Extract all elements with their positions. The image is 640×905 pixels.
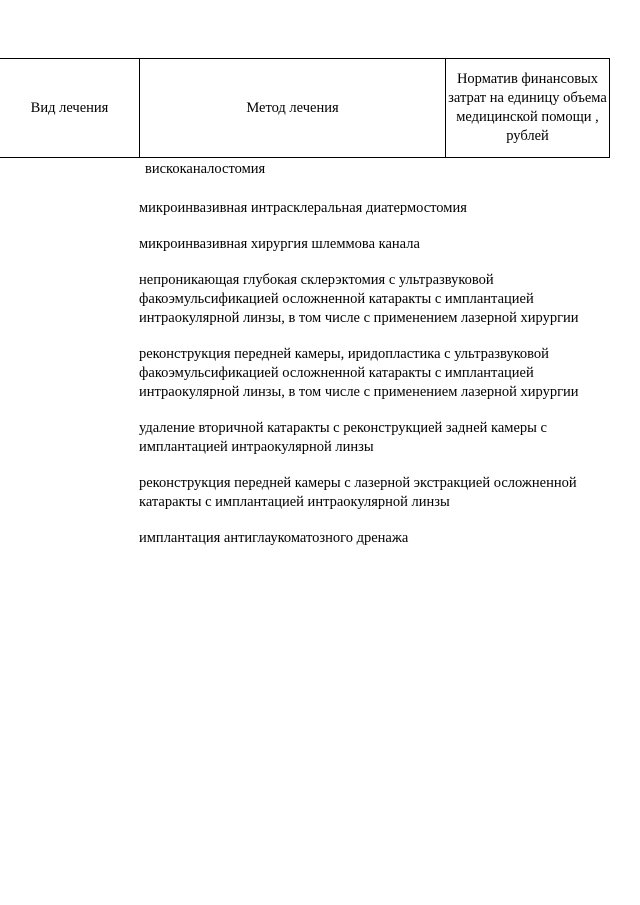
treatment-method-list — [139, 160, 587, 565]
method-item: удаление вторичной катаракты с реконструкцией задней камеры с имплантацией интраокулярной линзы — [139, 420, 547, 455]
method-item: реконструкция передней камеры, иридопластика с ультразвуковой факоэмульсификацией осложненной катаракты с имплантацией интраокулярной линзы, в том числе с применением лазерной хирургии — [139, 346, 579, 400]
method-item: микроинвазивная интрасклеральная диатермостомия — [139, 200, 467, 216]
method-item: имплантация антиглаукоматозного дренажа — [139, 530, 409, 546]
column-divider — [609, 59, 610, 157]
method-item: микроинвазивная хирургия шлеммова канала — [139, 236, 420, 252]
method-item: реконструкция передней камеры с лазерной экстракцией осложненной катаракты с имплантацией интраокулярной линзы — [139, 475, 577, 510]
method-item: непроникающая глубокая склерэктомия с ультразвуковой факоэмульсификацией осложненной катаракты с имплантацией интраокулярной линзы, в том числе с применением лазерной хирургии — [139, 272, 579, 326]
header-cost-norm: Норматив финансовых затрат на единицу объема медицинской помощи , рублей — [448, 71, 607, 144]
header-treatment-type: Вид лечения — [30, 99, 109, 116]
method-item: вискоканалостомия — [145, 161, 266, 177]
header-treatment-method: Метод лечения — [246, 99, 339, 116]
table-header — [0, 58, 610, 158]
